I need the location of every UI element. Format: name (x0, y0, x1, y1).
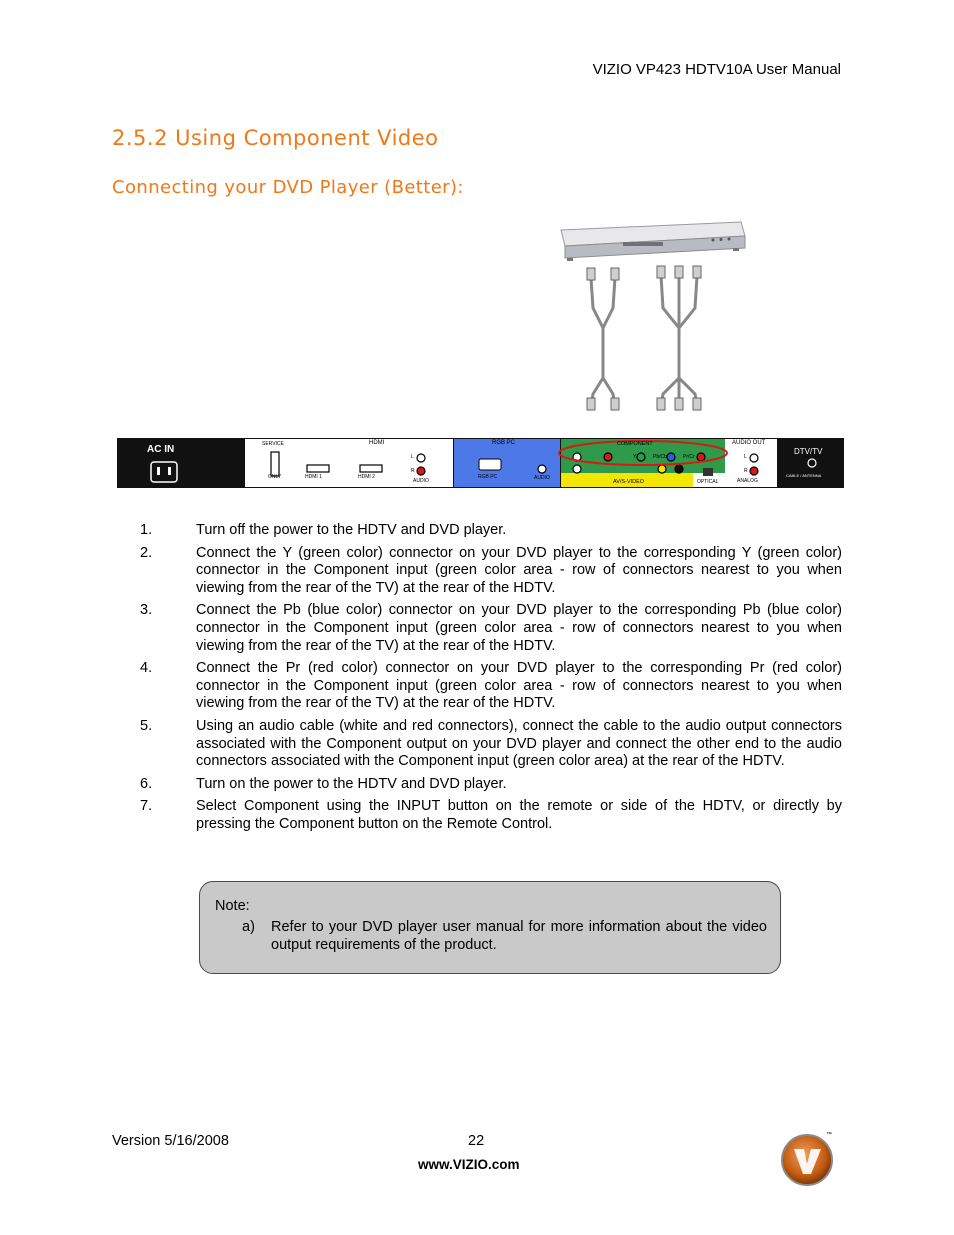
step-number: 7. (140, 798, 153, 815)
note-item (242, 919, 767, 954)
step-number: 3. (140, 602, 153, 619)
analog-label: ANALOG (737, 478, 758, 484)
note-item-letter: a) (242, 919, 255, 935)
hdmi1-port-icon (307, 465, 329, 472)
dvd-cables-illustration (553, 218, 748, 414)
hdmi-l-label: L (411, 454, 414, 460)
rgb-pc-label: RGB PC (492, 440, 516, 446)
page-number: 22 (468, 1133, 485, 1149)
audio-out-r-label: R (744, 468, 748, 474)
step-text: Turn on the power to the HDTV and DVD player. (196, 775, 507, 792)
note-label: Note: (215, 898, 250, 914)
component-cable-icon (661, 276, 697, 406)
vizio-logo (778, 1130, 838, 1188)
optical-label: OPTICAL (697, 479, 719, 485)
list-item (140, 660, 842, 713)
ac-in-label: AC IN (147, 444, 175, 455)
list-item (140, 718, 842, 771)
rgb-audio-label: AUDIO (534, 475, 550, 481)
instruction-list (140, 522, 842, 839)
list-item (140, 545, 842, 598)
cable-antenna-label: CABLE / ANTENNA (786, 473, 822, 478)
audio-out-label: AUDIO OUT (732, 440, 766, 446)
footer-version: Version 5/16/2008 (112, 1133, 229, 1149)
hdmi-r-label: R (411, 468, 415, 474)
hdmi2-port-icon (360, 465, 382, 472)
step-number: 4. (140, 660, 153, 677)
subsection-heading: Connecting your DVD Player (Better): (112, 177, 464, 198)
step-text: Using an audio cable (white and red connectors), connect the cable to the audio output connectors associated with the Component output on your DVD player and connect the other end to the audio connectors associated with the Component input (green color area) at the rear of the HDTV. (196, 717, 842, 770)
step-text: Select Component using the INPUT button on the remote or side of the HDTV, or directly by pressing the Component button on the Remote Control. (196, 798, 842, 832)
dtv-label: DTV/TV (794, 447, 823, 456)
hdmi-label: HDMI (369, 440, 385, 446)
optical-port-icon (703, 468, 713, 476)
trademark-symbol: ™ (826, 1132, 832, 1138)
hdmi-audio-label: AUDIO (413, 478, 429, 484)
running-header: VIZIO VP423 HDTV10A User Manual (592, 61, 841, 78)
step-text: Connect the Y (green color) connector on your DVD player to the corresponding Y (green color) connector in the Component input (green color area - row of connectors nearest to you when viewing from the rear of the TV) at the rear of the HDTV. (196, 544, 842, 596)
audio-out-l-label: L (744, 454, 747, 460)
list-item (140, 798, 842, 833)
vga-port-icon (479, 459, 501, 470)
hdmi2-label: HDMI 2 (358, 474, 375, 480)
component-pb-label: Pb/Cb (653, 454, 667, 460)
step-number: 2. (140, 544, 153, 561)
step-text: Connect the Pb (blue color) connector on your DVD player to the corresponding Pb (blue color) connector in the Component input (green color area - row of connectors nearest to you when viewing from the rear of the TV) at the rear of the HDTV. (196, 602, 842, 654)
note-box (199, 881, 781, 974)
footer-url: www.VIZIO.com (418, 1157, 520, 1172)
service-only-label: ONLY (268, 474, 282, 480)
rear-connector-panel (117, 438, 844, 488)
hdmi1-label: HDMI 1 (305, 474, 322, 480)
component-label: COMPONENT (617, 441, 653, 447)
list-item (140, 602, 842, 655)
note-item-text: Refer to your DVD player user manual for more information about the video output requirements of the product. (271, 919, 767, 953)
service-label: SERVICE (262, 441, 284, 447)
dvd-player-icon (561, 222, 745, 261)
list-item (140, 522, 842, 540)
component-pr-label: Pr/Cr (683, 454, 695, 460)
audio-cable-icon (591, 278, 615, 406)
component-y-label: Y (633, 454, 637, 460)
section-heading: 2.5.2 Using Component Video (112, 126, 439, 150)
step-number: 5. (140, 717, 153, 734)
step-text: Turn off the power to the HDTV and DVD player. (196, 522, 507, 538)
step-number: 6. (140, 775, 153, 792)
av-svideo-label: AV/S-VIDEO (613, 479, 645, 485)
rgb-pc-port-label: RGB PC (478, 474, 498, 480)
step-text: Connect the Pr (red color) connector on your DVD player to the corresponding Pr (red color) connector in the Component input (green color area - row of connectors nearest to you when viewing from the rear of the TV) at the rear of the HDTV. (196, 660, 842, 712)
list-item (140, 776, 842, 794)
step-number: 1. (140, 522, 153, 538)
